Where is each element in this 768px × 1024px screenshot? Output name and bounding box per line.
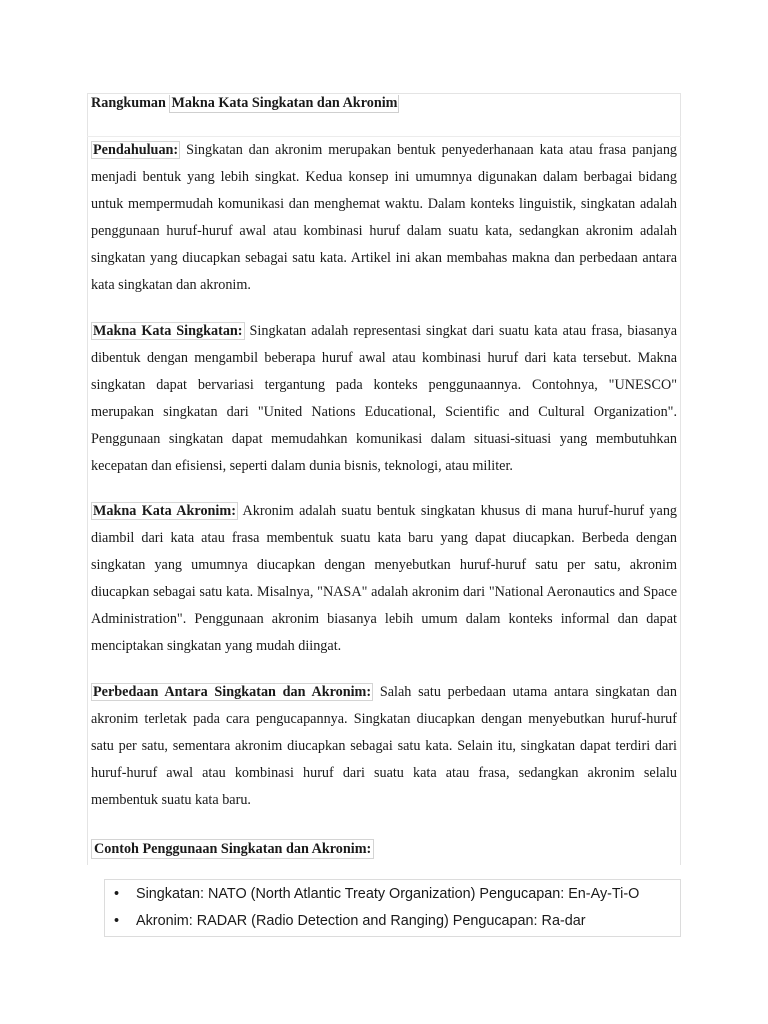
section-heading: Makna Kata Akronim: [93, 503, 236, 519]
document-title-part1: Rangkuman [91, 95, 166, 111]
bullet-icon: • [114, 886, 120, 902]
list-item [112, 908, 639, 935]
list-item-text: Akronim: RADAR (Radio Detection and Ranging) Pengucapan: Ra-dar [136, 913, 586, 929]
examples-heading: Contoh Penggunaan Singkatan dan Akronim: [91, 839, 374, 859]
section-body: Akronim adalah suatu bentuk singkatan khusus di mana huruf-huruf yang diambil dari kata atau frasa membentuk suatu kata baru yang dapat diucapkan. Berbeda dengan singkatan yang umumnya diucapkan dengan menyebutkan huruf-huruf satu per satu, akronim diucapkan sebagai satu kata. Misalnya, "NASA" adalah akronim dari "National Aeronautics and Space Administration". Penggunaan akronim biasanya lebih umum dalam konteks informal dan dapat menciptakan singkatan yang mudah diingat. [91, 503, 678, 654]
bullet-icon: • [114, 913, 120, 929]
section-heading: Makna Kata Singkatan: [93, 323, 243, 339]
section-body: Singkatan dan akronim merupakan bentuk penyederhanaan kata atau frasa panjang menjadi bentuk yang lebih singkat. Kedua konsep ini umumnya digunakan dalam berbagai bidang untuk mempermudah komunikasi dan menghemat waktu. Dalam konteks linguistik, singkatan adalah penggunaan huruf-huruf awal atau kombinasi huruf dalam suatu kata, sedangkan akronim adalah singkatan yang diucapkan sebagai satu kata. Artikel ini akan membahas makna dan perbedaan antara kata singkatan dan akronim. [91, 142, 678, 293]
section-body: Salah satu perbedaan utama antara singkatan dan akronim terletak pada cara pengucapannya. Singkatan diucapkan dengan menyebutkan huruf-huruf satu per satu, sementara akronim diucapkan sebagai satu kata. Selain itu, singkatan dapat terdiri dari huruf-huruf awal atau kombinasi huruf dari suatu kata atau frasa, sedangkan akronim selalu membentuk suatu kata baru. [91, 684, 678, 808]
document-title [91, 94, 399, 112]
section-heading: Perbedaan Antara Singkatan dan Akronim: [93, 684, 372, 700]
examples-list [112, 881, 639, 935]
list-item [112, 881, 639, 908]
section-makna-singkatan [91, 318, 677, 480]
section-body: Singkatan adalah representasi singkat dari suatu kata atau frasa, biasanya dibentuk dengan mengambil beberapa huruf awal atau kombinasi huruf dari kata tersebut. Makna singkatan dapat bervariasi tergantung pada konteks penggunaannya. Contohnya, "UNESCO" merupakan singkatan dari "United Nations Educational, Scientific and Cultural Organization". Penggunaan singkatan dapat memudahkan komunikasi dalam situasi-situasi yang membutuhkan kecepatan dan efisiensi, seperti dalam dunia bisnis, teknologi, atau militer. [91, 323, 677, 474]
list-item-text: Singkatan: NATO (North Atlantic Treaty Organization) Pengucapan: En-Ay-Ti-O [136, 886, 640, 902]
document-title-part2: Makna Kata Singkatan dan Akronim [171, 95, 398, 111]
section-perbedaan [91, 679, 677, 814]
section-heading: Pendahuluan: [93, 142, 179, 158]
section-makna-akronim [91, 498, 677, 660]
section-pendahuluan [91, 137, 677, 299]
